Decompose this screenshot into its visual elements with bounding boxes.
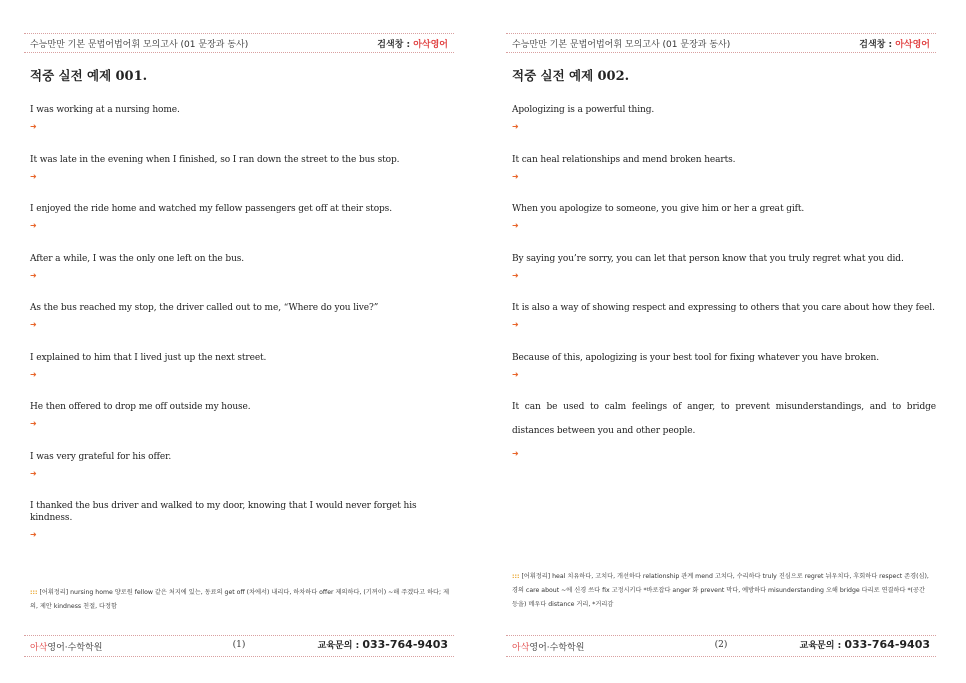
- header-title: 수능만만 기본 문법어법어휘 모의고사 (01 문장과 동사): [512, 40, 731, 50]
- sentence-item: [512, 154, 936, 204]
- footer-academy-brand: 아삭: [30, 643, 48, 653]
- arrow-icon: ➜: [30, 320, 37, 329]
- arrow-icon: ➜: [512, 270, 519, 280]
- sentence-item: [30, 104, 454, 154]
- sentence-item: [512, 395, 936, 465]
- sentence-item: [512, 253, 936, 303]
- title-number: 001.: [115, 69, 148, 84]
- vocabulary-note: [30, 586, 450, 614]
- page-title: [30, 66, 147, 84]
- grid-dots-icon: :::: [512, 573, 520, 580]
- sentence-item: [30, 154, 454, 204]
- sentence-text: It is also a way of showing respect and expressing to others that you care about how they feel.: [512, 303, 935, 313]
- sentence-list: [30, 104, 454, 550]
- footer-contact: [800, 638, 930, 651]
- arrow-icon: ➜: [30, 171, 37, 181]
- contact-label: 교육문의 :: [799, 641, 845, 651]
- sentence-item: [30, 253, 454, 303]
- sentence-item: [30, 352, 454, 402]
- arrow-icon: ➜: [512, 369, 519, 379]
- arrow-icon: ➜: [30, 530, 37, 539]
- header-search-label: 검색창 :: [377, 40, 414, 50]
- header-search-brand: 아삭영어: [895, 40, 930, 50]
- sentence-text: I was working at a nursing home.: [30, 105, 180, 115]
- worksheet-page-2: [506, 0, 936, 683]
- header-search: [377, 37, 448, 50]
- footer-academy-name: 영어·수학학원: [47, 643, 103, 653]
- page-header: [506, 33, 936, 53]
- sentence-list: [512, 104, 936, 465]
- arrow-icon: ➜: [512, 320, 519, 329]
- contact-label: 교육문의 :: [317, 641, 363, 651]
- sentence-text: When you apologize to someone, you give him or her a great gift.: [512, 204, 805, 214]
- arrow-icon: ➜: [512, 171, 519, 181]
- sentence-text: As the bus reached my stop, the driver called out to me, “Where do you live?”: [30, 303, 379, 313]
- header-search-label: 검색창 :: [859, 40, 896, 50]
- sentence-text: It can heal relationships and mend broken hearts.: [512, 154, 736, 165]
- sentence-text: I enjoyed the ride home and watched my fellow passengers get off at their stops.: [30, 204, 392, 214]
- page-footer: [24, 635, 454, 657]
- sentence-text: After a while, I was the only one left on the bus.: [30, 253, 245, 264]
- arrow-icon: ➜: [30, 221, 37, 230]
- arrow-icon: ➜: [30, 369, 37, 379]
- arrow-icon: ➜: [512, 122, 519, 131]
- footer-academy-brand: 아삭: [512, 643, 530, 653]
- sentence-text: It can be used to calm feelings of anger, to prevent misunderstandings, and to bridge distances between you and other people.: [512, 402, 936, 436]
- vocabulary-text: [어휘정리] heal 치유하다, 고치다, 개선하다 relationship 관계 mend 고치다, 수리하다 truly 진심으로 regret 뉘우치다, 후회하다 respect 존경(심), 경의 care about ~에 신경 쓰다 fix 고정시키다 *바로잡다 anger 화 prevent 막다, 예방하다 misunderstanding 오해 bridge 다리로 연결하다 *(공간 등을) 메우다 distance 거리, *거리감: [512, 573, 929, 608]
- sentence-item: [30, 203, 454, 253]
- vocabulary-note: [512, 570, 932, 612]
- arrow-icon: ➜: [512, 449, 519, 458]
- page-number: (1): [232, 640, 246, 650]
- sentence-text: It was late in the evening when I finished, so I ran down the street to the bus stop.: [30, 154, 400, 165]
- worksheet-page-1: [24, 0, 454, 683]
- contact-phone: 033-764-9403: [844, 638, 930, 651]
- title-number: 002.: [597, 69, 630, 84]
- sentence-text: Because of this, apologizing is your best tool for fixing whatever you have broken.: [512, 352, 879, 363]
- sentence-item: [30, 401, 454, 451]
- sentence-item: [30, 451, 454, 501]
- page-footer: [506, 635, 936, 657]
- title-prefix: 적중 실전 예제: [512, 68, 598, 83]
- arrow-icon: ➜: [30, 419, 37, 428]
- sentence-item: [512, 104, 936, 154]
- arrow-icon: ➜: [512, 221, 519, 230]
- sentence-text: I thanked the bus driver and walked to my door, knowing that I would never forget his kindness.: [30, 501, 417, 523]
- header-search: [859, 37, 930, 50]
- contact-phone: 033-764-9403: [362, 638, 448, 651]
- sentence-text: I explained to him that I lived just up the next street.: [30, 352, 267, 363]
- sentence-item: [512, 203, 936, 253]
- header-search-brand: 아삭영어: [413, 40, 448, 50]
- arrow-icon: ➜: [30, 468, 37, 478]
- title-prefix: 적중 실전 예제: [30, 68, 116, 83]
- sentence-item: [512, 352, 936, 402]
- header-title: 수능만만 기본 문법어법어휘 모의고사 (01 문장과 동사): [30, 40, 249, 50]
- footer-contact: [318, 638, 448, 651]
- sentence-text: I was very grateful for his offer.: [30, 451, 172, 462]
- page-header: [24, 33, 454, 53]
- page-title: [512, 66, 629, 84]
- sentence-item: [512, 302, 936, 352]
- grid-dots-icon: :::: [30, 589, 38, 596]
- sentence-text: Apologizing is a powerful thing.: [512, 105, 655, 115]
- sentence-item: [30, 302, 454, 352]
- arrow-icon: ➜: [30, 270, 37, 280]
- sentence-text: He then offered to drop me off outside my house.: [30, 402, 251, 412]
- sentence-text: By saying you’re sorry, you can let that person know that you truly regret what you did.: [512, 253, 904, 264]
- vocabulary-text: [어휘정리] nursing home 양로원 fellow 같은 처지에 있는, 동료의 get off (차에서) 내리다, 하차하다 offer 제의하다, (기꺼이) ~해 주겠다고 하다; 제의, 제안 kindness 친절, 다정함: [30, 589, 450, 610]
- arrow-icon: ➜: [30, 122, 37, 131]
- page-number: (2): [714, 640, 728, 650]
- footer-academy-name: 영어·수학학원: [529, 643, 585, 653]
- sentence-item: [30, 500, 454, 550]
